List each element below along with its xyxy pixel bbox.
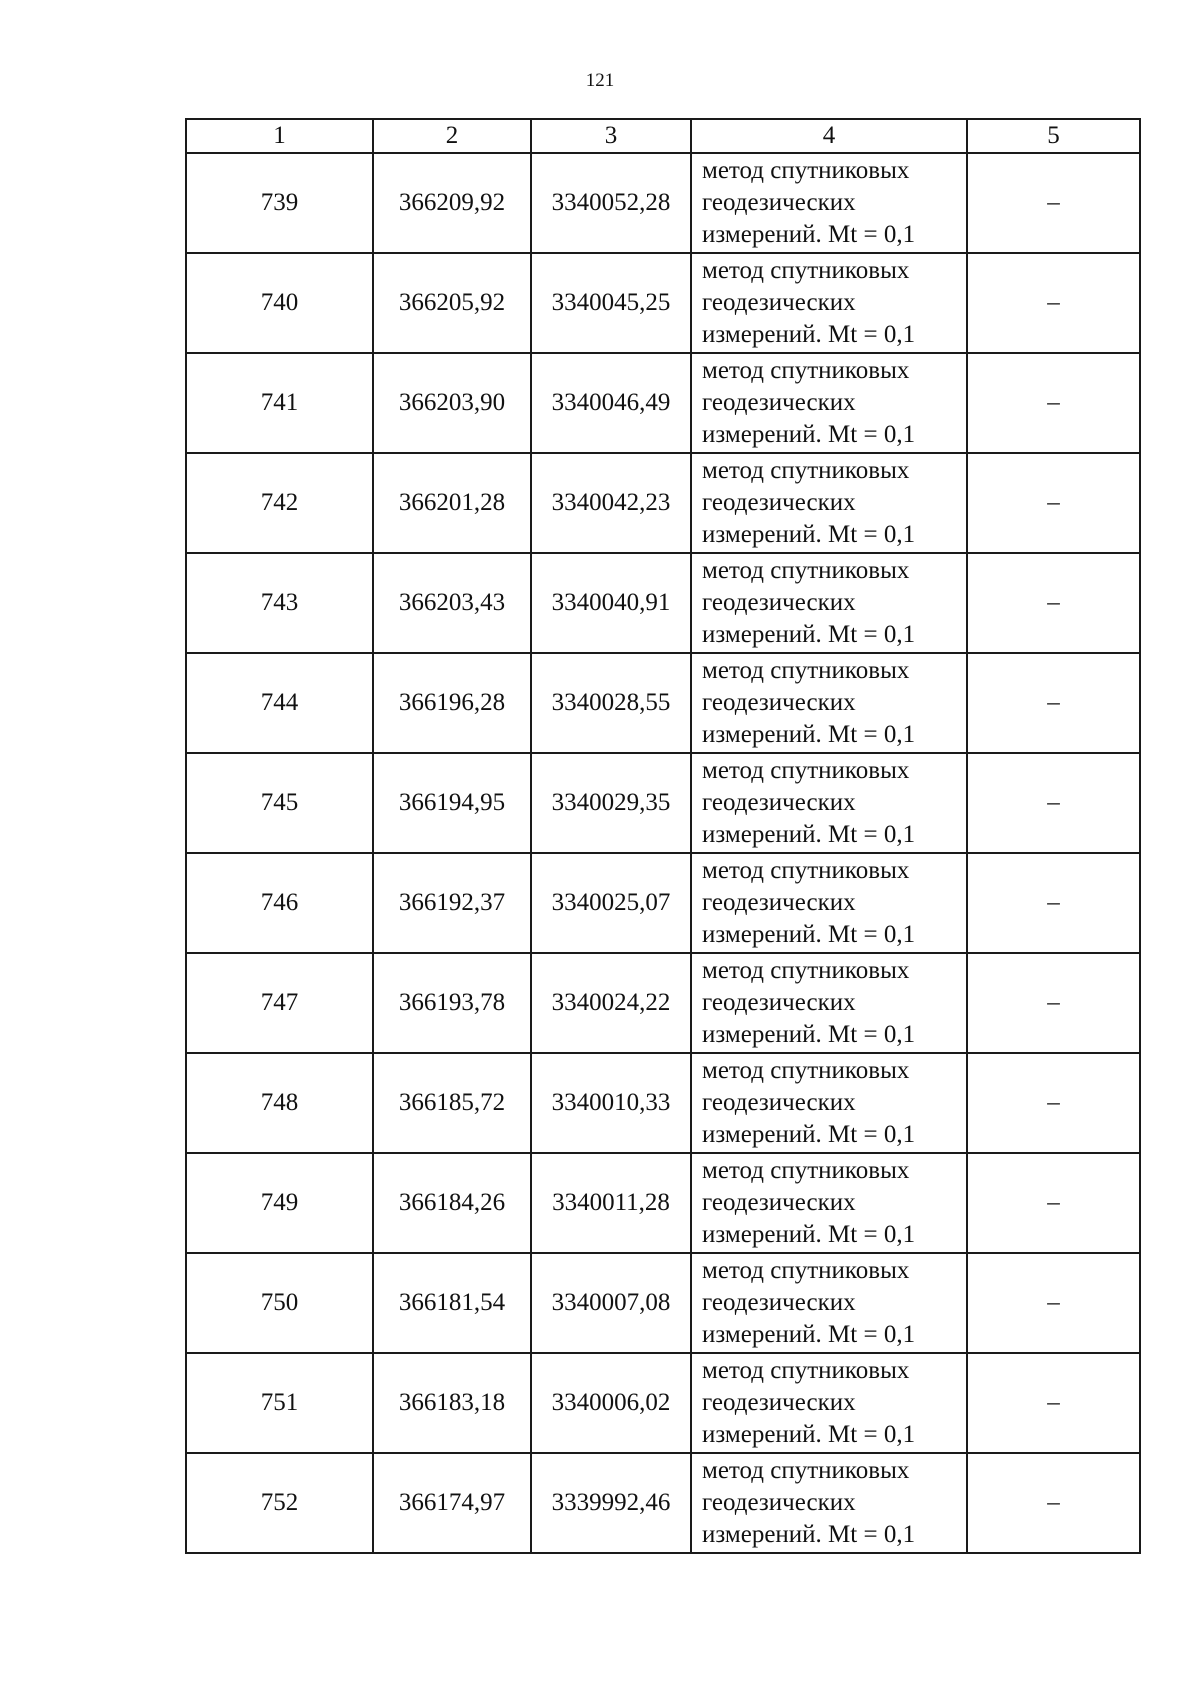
x-coordinate-cell: 366183,18 [373,1353,531,1453]
y-coordinate-cell: 3340025,07 [531,853,691,953]
method-line: измерений. Mt = 0,1 [702,221,916,248]
method-line: геодезических [702,589,856,616]
method-line: метод спутниковых [702,757,910,784]
method-line: геодезических [702,1389,856,1416]
point-number-cell: 740 [186,253,373,353]
method-line: геодезических [702,1289,856,1316]
method-line: геодезических [702,189,856,216]
method-cell [691,1453,967,1553]
method-line: измерений. Mt = 0,1 [702,1021,916,1048]
point-number-cell: 743 [186,553,373,653]
y-coordinate-cell: 3340042,23 [531,453,691,553]
table-body [186,153,1140,1553]
header-row [186,119,1140,153]
x-coordinate-cell: 366203,90 [373,353,531,453]
point-number-cell: 746 [186,853,373,953]
note-cell: – [967,1153,1140,1253]
page-number: 121 [585,70,615,91]
note-cell: – [967,553,1140,653]
method-line: метод спутниковых [702,557,910,584]
column-header-5: 5 [967,119,1140,153]
y-coordinate-cell: 3339992,46 [531,1453,691,1553]
table-row [186,653,1140,753]
method-line: метод спутниковых [702,857,910,884]
note-cell: – [967,1453,1140,1553]
column-header-1: 1 [186,119,373,153]
method-line: геодезических [702,689,856,716]
x-coordinate-cell: 366181,54 [373,1253,531,1353]
method-cell [691,753,967,853]
coordinates-table [185,118,1141,1554]
method-line: измерений. Mt = 0,1 [702,721,916,748]
y-coordinate-cell: 3340024,22 [531,953,691,1053]
note-cell: – [967,1253,1140,1353]
note-cell: – [967,153,1140,253]
x-coordinate-cell: 366192,37 [373,853,531,953]
table-row [186,1353,1140,1453]
note-cell: – [967,453,1140,553]
table-row [186,853,1140,953]
method-line: измерений. Mt = 0,1 [702,821,916,848]
method-line: метод спутниковых [702,1057,910,1084]
method-line: геодезических [702,1189,856,1216]
method-line: измерений. Mt = 0,1 [702,621,916,648]
y-coordinate-cell: 3340028,55 [531,653,691,753]
method-line: метод спутниковых [702,457,910,484]
method-line: геодезических [702,789,856,816]
method-line: измерений. Mt = 0,1 [702,1521,916,1548]
method-line: метод спутниковых [702,1257,910,1284]
method-cell [691,553,967,653]
method-line: измерений. Mt = 0,1 [702,1221,916,1248]
note-cell: – [967,753,1140,853]
table-row [186,353,1140,453]
point-number-cell: 742 [186,453,373,553]
method-cell [691,1053,967,1153]
x-coordinate-cell: 366196,28 [373,653,531,753]
point-number-cell: 747 [186,953,373,1053]
y-coordinate-cell: 3340045,25 [531,253,691,353]
method-line: измерений. Mt = 0,1 [702,1121,916,1148]
method-line: метод спутниковых [702,157,910,184]
method-cell [691,153,967,253]
table-row [186,1253,1140,1353]
method-line: измерений. Mt = 0,1 [702,921,916,948]
method-line: метод спутниковых [702,657,910,684]
method-cell [691,953,967,1053]
point-number-cell: 741 [186,353,373,453]
point-number-cell: 744 [186,653,373,753]
method-line: геодезических [702,889,856,916]
point-number-cell: 750 [186,1253,373,1353]
method-cell [691,1153,967,1253]
x-coordinate-cell: 366174,97 [373,1453,531,1553]
y-coordinate-cell: 3340011,28 [531,1153,691,1253]
table-row [186,953,1140,1053]
point-number-cell: 739 [186,153,373,253]
method-line: метод спутниковых [702,1357,910,1384]
method-line: измерений. Mt = 0,1 [702,1321,916,1348]
x-coordinate-cell: 366203,43 [373,553,531,653]
point-number-cell: 752 [186,1453,373,1553]
note-cell: – [967,953,1140,1053]
point-number-cell: 748 [186,1053,373,1153]
y-coordinate-cell: 3340052,28 [531,153,691,253]
table-row [186,153,1140,253]
table-row [186,453,1140,553]
method-line: геодезических [702,289,856,316]
method-cell [691,353,967,453]
method-cell [691,653,967,753]
method-line: измерений. Mt = 0,1 [702,321,916,348]
x-coordinate-cell: 366209,92 [373,153,531,253]
x-coordinate-cell: 366201,28 [373,453,531,553]
note-cell: – [967,853,1140,953]
y-coordinate-cell: 3340046,49 [531,353,691,453]
point-number-cell: 751 [186,1353,373,1453]
note-cell: – [967,653,1140,753]
method-cell [691,253,967,353]
note-cell: – [967,1053,1140,1153]
note-cell: – [967,1353,1140,1453]
note-cell: – [967,253,1140,353]
x-coordinate-cell: 366193,78 [373,953,531,1053]
column-header-2: 2 [373,119,531,153]
point-number-cell: 745 [186,753,373,853]
table-row [186,1153,1140,1253]
method-line: метод спутниковых [702,1457,910,1484]
method-line: метод спутниковых [702,1157,910,1184]
method-line: измерений. Mt = 0,1 [702,521,916,548]
y-coordinate-cell: 3340007,08 [531,1253,691,1353]
table-row [186,553,1140,653]
y-coordinate-cell: 3340040,91 [531,553,691,653]
method-cell [691,1353,967,1453]
x-coordinate-cell: 366205,92 [373,253,531,353]
method-line: геодезических [702,389,856,416]
x-coordinate-cell: 366185,72 [373,1053,531,1153]
column-header-4: 4 [691,119,967,153]
x-coordinate-cell: 366194,95 [373,753,531,853]
point-number-cell: 749 [186,1153,373,1253]
method-line: геодезических [702,989,856,1016]
method-cell [691,853,967,953]
y-coordinate-cell: 3340010,33 [531,1053,691,1153]
y-coordinate-cell: 3340029,35 [531,753,691,853]
note-cell: – [967,353,1140,453]
y-coordinate-cell: 3340006,02 [531,1353,691,1453]
method-line: измерений. Mt = 0,1 [702,421,916,448]
method-line: метод спутниковых [702,957,910,984]
x-coordinate-cell: 366184,26 [373,1153,531,1253]
method-line: метод спутниковых [702,357,910,384]
table-row [186,253,1140,353]
method-line: геодезических [702,1089,856,1116]
column-header-3: 3 [531,119,691,153]
method-line: геодезических [702,489,856,516]
table-row [186,753,1140,853]
method-cell [691,1253,967,1353]
table-row [186,1053,1140,1153]
table-row [186,1453,1140,1553]
method-line: измерений. Mt = 0,1 [702,1421,916,1448]
method-line: геодезических [702,1489,856,1516]
method-line: метод спутниковых [702,257,910,284]
method-cell [691,453,967,553]
table-header [186,119,1140,153]
